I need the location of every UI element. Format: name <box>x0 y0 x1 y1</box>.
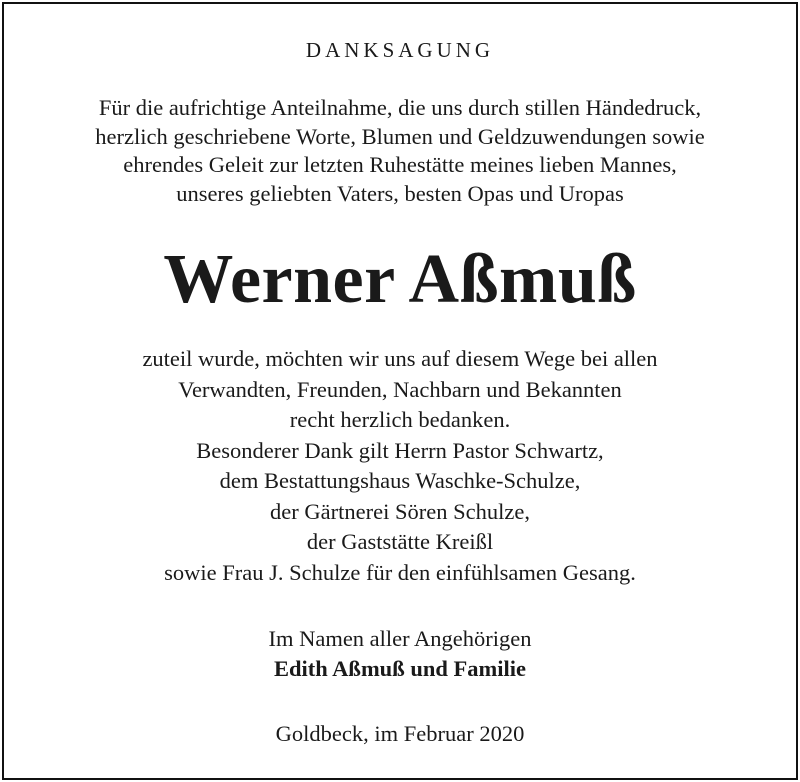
signature-line: Im Namen aller Angehörigen <box>268 626 532 651</box>
place-date: Goldbeck, im Februar 2020 <box>275 721 525 746</box>
intro-line: Für die aufrichtige Anteilnahme, die uns durch stillen Händedruck, <box>98 95 702 120</box>
thanks-line: dem Bestattungshaus Waschke-Schulze, <box>219 468 581 493</box>
intro-paragraph <box>4 94 796 208</box>
thanks-line: Verwandten, Freunden, Nachbarn und Bekannten <box>178 376 622 402</box>
thanks-line: der Gaststätte Kreißl <box>306 529 494 554</box>
intro-line: ehrendes Geleit zur letzten Ruhestätte meines lieben Mannes, <box>123 152 677 177</box>
notice-heading: DANKSAGUNG <box>305 38 495 62</box>
notice-frame <box>2 2 798 780</box>
intro-line: herzlich geschriebene Worte, Blumen und Geldzuwendungen sowie <box>95 123 705 149</box>
thanks-line: Besonderer Dank gilt Herrn Pastor Schwartz, <box>196 437 604 463</box>
thanks-paragraph <box>4 344 796 588</box>
thanks-line: recht herzlich bedanken. <box>289 407 511 432</box>
thanks-line: der Gärtnerei Sören Schulze, <box>270 498 530 524</box>
signature-name: Edith Aßmuß und Familie <box>274 656 526 681</box>
deceased-name: Werner Aßmuß <box>163 241 637 318</box>
thanks-line: sowie Frau J. Schulze für den einfühlsamen Gesang. <box>164 559 636 585</box>
thanks-line: zuteil wurde, möchten wir uns auf diesem Wege bei allen <box>142 346 658 371</box>
signature-block <box>4 624 796 684</box>
intro-line: unseres geliebten Vaters, besten Opas und Uropas <box>176 180 624 206</box>
